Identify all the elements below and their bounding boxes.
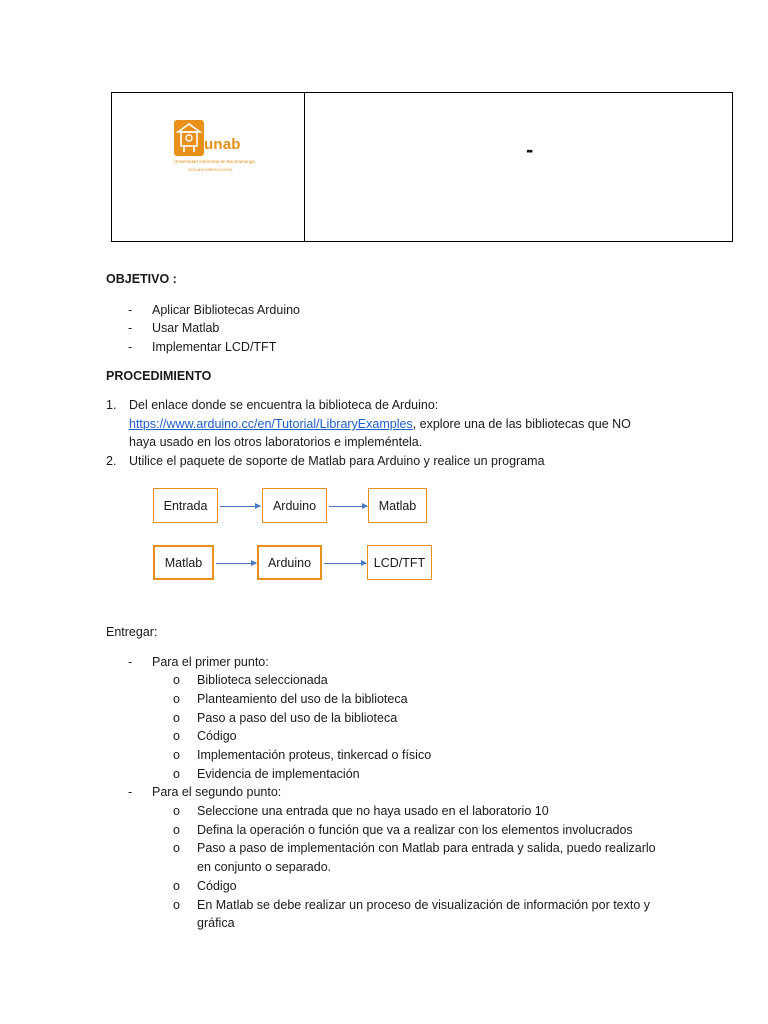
- entregar-heading: Entregar:: [106, 625, 158, 639]
- step1-line2: [129, 417, 631, 431]
- diagram-box-entrada: Entrada: [153, 488, 218, 523]
- diagram-box-lcd-tft: LCD/TFT: [367, 545, 432, 580]
- step1-line1: Del enlace donde se encuentra la biblioteca de Arduino:: [129, 398, 439, 412]
- punto2-item: En Matlab se debe realizar un proceso de visualización de información por texto y: [197, 898, 651, 912]
- procedimiento-heading: PROCEDIMIENTO: [106, 369, 212, 383]
- step2-text: Utilice el paquete de soporte de Matlab para Arduino y realice un programa: [129, 454, 545, 468]
- step1-line3: haya usado en los otros laboratorios e impleméntela.: [129, 435, 423, 449]
- bullet-circle: o: [173, 748, 180, 762]
- arrow-right-icon: [329, 506, 367, 507]
- objetivo-item: Aplicar Bibliotecas Arduino: [152, 303, 300, 317]
- punto1-item: Evidencia de implementación: [197, 767, 360, 781]
- bullet-circle: o: [173, 879, 180, 893]
- library-examples-link[interactable]: https://www.arduino.cc/en/Tutorial/LibraryExamples: [129, 417, 413, 431]
- punto2-item: Paso a paso de implementación con Matlab para entrada y salida, puedo realizarlo: [197, 841, 656, 855]
- diagram-box-arduino: Arduino: [262, 488, 327, 523]
- bullet-circle: o: [173, 841, 180, 855]
- diagram-box-arduino: Arduino: [257, 545, 322, 580]
- bullet-dash: -: [128, 785, 133, 799]
- university-logo: [174, 120, 264, 180]
- logo-subtitle: Universidad Autónoma de Bucaramanga: [174, 159, 255, 164]
- punto1-item: Planteamiento del uso de la biblioteca: [197, 692, 408, 706]
- punto2-item-cont: gráfica: [197, 916, 235, 930]
- step-number: 1.: [106, 398, 117, 412]
- bullet-dash: -: [128, 303, 133, 317]
- arrow-right-icon: [216, 563, 256, 564]
- bullet-dash: -: [128, 340, 133, 354]
- bullet-circle: o: [173, 804, 180, 818]
- document-title: -: [526, 137, 534, 162]
- punto1-item: Implementación proteus, tinkercad o físico: [197, 748, 432, 762]
- step1-after-link: , explore una de las bibliotecas que NO: [412, 417, 631, 431]
- punto2-item: Defina la operación o función que va a realizar con los elementos involucrados: [197, 823, 633, 837]
- logo-name: unab: [204, 136, 241, 153]
- bullet-circle: o: [173, 823, 180, 837]
- step-number: 2.: [106, 454, 117, 468]
- bullet-circle: o: [173, 898, 180, 912]
- bullet-dash: -: [128, 655, 133, 669]
- header-logo-cell: [112, 93, 305, 241]
- unab-building-icon: [174, 120, 204, 156]
- header-title-cell: [305, 93, 732, 241]
- punto2-item: Seleccione una entrada que no haya usado en el laboratorio 10: [197, 804, 549, 818]
- punto1-item: Paso a paso del uso de la biblioteca: [197, 711, 398, 725]
- header-table: [111, 92, 733, 242]
- punto2-item-cont: en conjunto o separado.: [197, 860, 332, 874]
- punto1-item: Código: [197, 729, 237, 743]
- bullet-circle: o: [173, 711, 180, 725]
- objetivo-item: Implementar LCD/TFT: [152, 340, 277, 354]
- bullet-circle: o: [173, 673, 180, 687]
- logo-tagline: VIGILADA MINEDUCACIÓN: [188, 168, 233, 172]
- objetivo-item: Usar Matlab: [152, 321, 220, 335]
- arrow-right-icon: [324, 563, 366, 564]
- bullet-circle: o: [173, 767, 180, 781]
- punto2-label: Para el segundo punto:: [152, 785, 282, 799]
- objetivo-heading: OBJETIVO :: [106, 272, 177, 286]
- diagram-box-matlab: Matlab: [368, 488, 427, 523]
- punto2-item: Código: [197, 879, 237, 893]
- punto1-label: Para el primer punto:: [152, 655, 269, 669]
- punto1-item: Biblioteca seleccionada: [197, 673, 328, 687]
- arrow-right-icon: [220, 506, 260, 507]
- bullet-circle: o: [173, 692, 180, 706]
- bullet-circle: o: [173, 729, 180, 743]
- diagram-box-matlab: Matlab: [153, 545, 214, 580]
- bullet-dash: -: [128, 321, 133, 335]
